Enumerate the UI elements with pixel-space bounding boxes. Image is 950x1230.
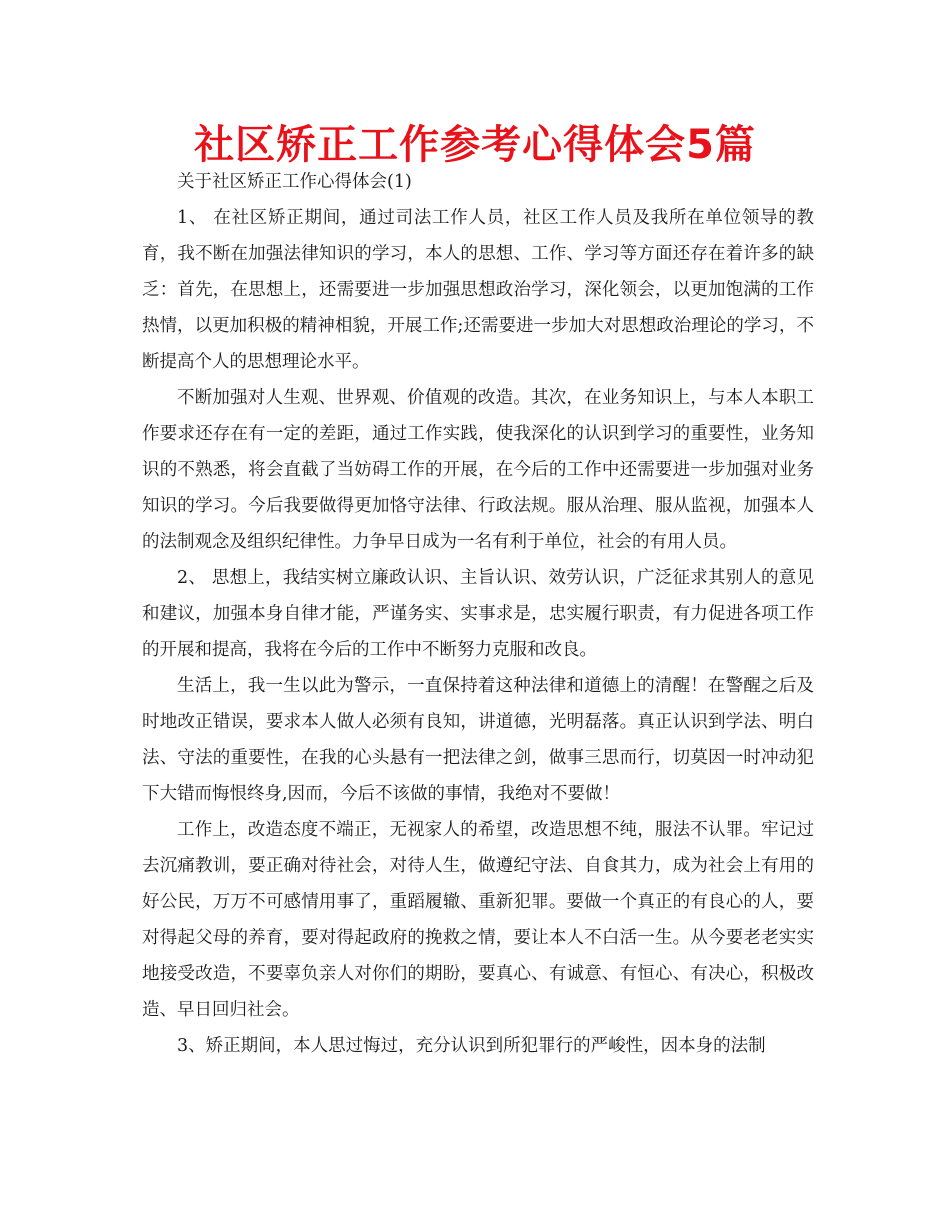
paragraph: 2、 思想上，我结实树立廉政认识、主旨认识、效劳认识，广泛征求其别人的意见和建议，加强本身自律才能，严谨务实、实事求是，忠实履行职责，有力促进各项工作的开展和提高，我将在今后的工作中不断努力克服和改良。 bbox=[142, 568, 814, 660]
paragraph: 3、矫正期间，本人思过悔过，充分认识到所犯罪行的严峻性，因本身的法制 bbox=[177, 1036, 766, 1056]
paragraph: 工作上，改造态度不端正，无视家人的希望，改造思想不纯，服法不认罪。牢记过去沉痛教训，要正确对待社会，对待人生，做遵纪守法、自食其力，成为社会上有用的好公民，万万不可感情用事了，重蹈履辙、重新犯罪。要做一个真正的有良心的人，要对得起父母的养育，要对得起政府的挽救之情，要让本人不白活一生。从今要老老实实地接受改造，不要辜负亲人对你们的期盼，要真心、有诚意、有恒心、有决心，积极改造、早日回归社会。 bbox=[142, 820, 814, 1020]
paragraph: 生活上，我一生以此为警示，一直保持着这种法律和道德上的清醒！在警醒之后及时地改正错误，要求本人做人必须有良知，讲道德，光明磊落。真正认识到学法、明白法、守法的重要性，在我的心头悬有一把法律之剑，做事三思而行，切莫因一时冲动犯下大错而悔恨终身,因而，今后不该做的事情，我绝对不要做！ bbox=[142, 676, 814, 804]
paragraph: 不断加强对人生观、世界观、价值观的改造。其次，在业务知识上，与本人本职工作要求还存在有一定的差距，通过工作实践，使我深化的认识到学习的重要性，业务知识的不熟悉，将会直截了当妨碍工作的开展，在今后的工作中还需要进一步加强对业务知识的学习。今后我要做得更加恪守法律、行政法规。服从治理、服从监视，加强本人的法制观念及组织纪律性。力争早日成为一名有利于单位，社会的有用人员。 bbox=[142, 388, 814, 552]
document-title: 社区矫正工作参考心得体会5篇 bbox=[194, 122, 756, 168]
document-body bbox=[142, 164, 814, 1064]
document-subtitle: 关于社区矫正工作心得体会(1) bbox=[177, 172, 412, 192]
paragraph: 1、 在社区矫正期间，通过司法工作人员，社区工作人员及我所在单位领导的教育，我不断在加强法律知识的学习，本人的思想、工作、学习等方面还存在着许多的缺乏：首先，在思想上，还需要进一步加强思想政治学习，深化领会，以更加饱满的工作热情，以更加积极的精神相貌，开展工作;还需要进一步加大对思想政治理论的学习，不断提高个人的思想理论水平。 bbox=[142, 208, 814, 372]
